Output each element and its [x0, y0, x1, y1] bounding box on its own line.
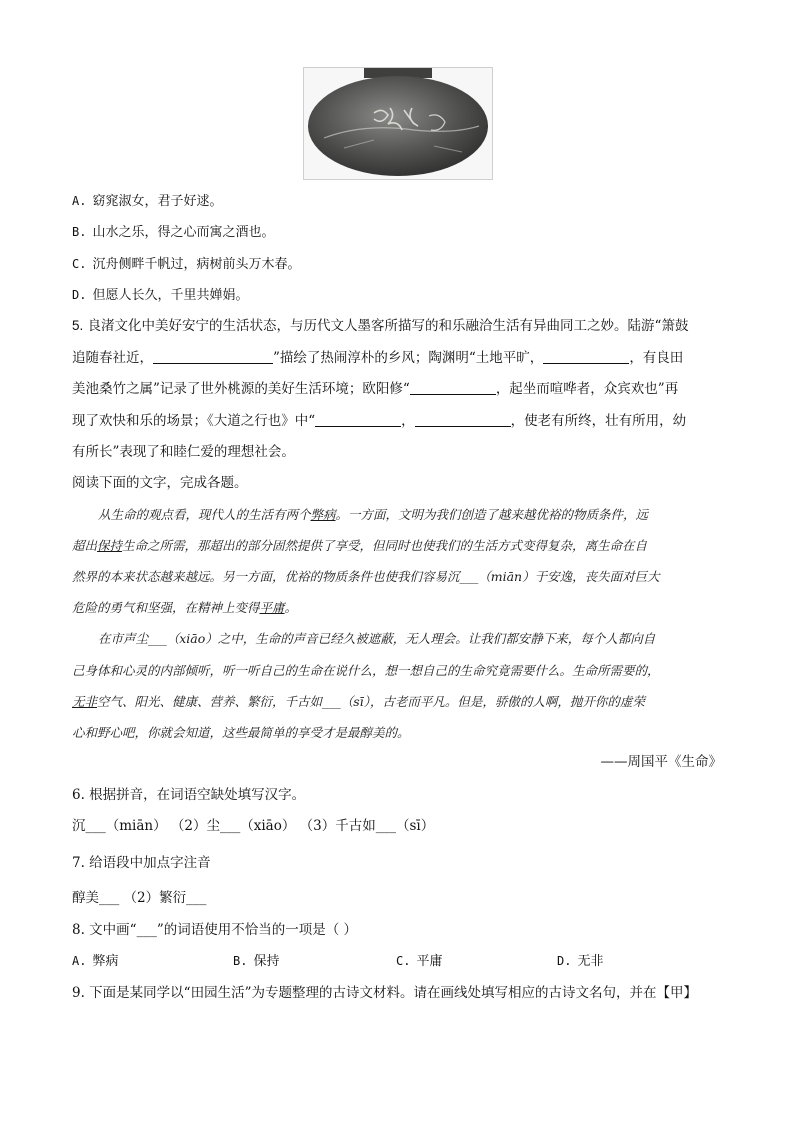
- answer-blank[interactable]: [315, 412, 401, 427]
- passage-p2-line-3: 无非空气、阳光、健康、营养、繁衍，千古如___（sī），古老而平凡。但是，骄傲的人啊，抛开你的虚荣: [72, 694, 645, 709]
- q7-stem: 7. 给语段中加点字注音: [72, 855, 211, 871]
- passage-p2-line-4: 心和野心吧，你就会知道，这些最简单的享受才是最醇美的。: [72, 725, 410, 740]
- reading-intro: 阅读下面的文字，完成各题。: [72, 475, 248, 491]
- passage-p1-line-2: 超出保持生命之所需，那超出的部分固然提供了享受，但同时也使我们的生活方式变得复杂，离生命在自: [72, 538, 648, 553]
- passage-p1-line-1: 从生命的观点看，现代人的生活有两个弊病。一方面，文明为我们创造了越来越优裕的物质条件，远: [98, 507, 649, 522]
- option-b: B. 山水之乐，得之心而寓之酒也。: [72, 225, 275, 240]
- q5-line-2: 追随春社近， ”描绘了热闹淳朴的乡风；陶渊明“土地平旷， ，有良田: [72, 350, 684, 366]
- passage-p1-line-3: 然界的本来状态越来越远。另一方面，优裕的物质条件也使我们容易沉___（miān）于安逸，丧失面对巨大: [72, 569, 660, 584]
- passage-p2-line-2: 己身体和心灵的内部倾听，听一听自己的生命在说什么，想一想自己的生命究竟需要什么。生命所需要的，: [72, 663, 660, 678]
- pottery-photo: [303, 67, 493, 180]
- q8-choice-d[interactable]: D. 无非: [557, 954, 604, 969]
- answer-blank[interactable]: [543, 349, 629, 364]
- q6-stem: 6. 根据拼音，在词语空缺处填写汉字。: [72, 787, 306, 803]
- q5-line-3: 美池桑竹之属”记录了世外桃源的美好生活环境；欧阳修“ ，起坐而喧哗者，众宾欢也”再: [72, 381, 679, 397]
- answer-blank[interactable]: [153, 349, 273, 364]
- passage-p2-line-1: 在市声尘___（xiāo）之中，生命的声音已经久被遮蔽，无人理会。让我们都安静下来，每个人都向自: [98, 631, 656, 646]
- q5-line-5: 有所长”表现了和睦仁爱的理想社会。: [72, 444, 295, 460]
- option-d: D. 但愿人长久，千里共婵娟。: [72, 288, 249, 303]
- q7-items: 醇美___ （2）繁衍___: [72, 890, 207, 906]
- passage-p1-line-4: 危险的勇气和坚强，在精神上变得平庸。: [72, 600, 298, 615]
- q6-items: 沉___（miān） （2）尘___（xiāo） （3）千古如___（sī）: [72, 818, 435, 834]
- answer-blank[interactable]: [415, 412, 511, 427]
- q5-line-4: 现了欢快和乐的场景；《大道之行也》中“ ， ，使老有所终，壮有所用，幼: [72, 413, 687, 429]
- q8-stem: 8. 文中画“___”的词语使用不恰当的一项是（ ）: [72, 922, 358, 938]
- q9-stem: 9. 下面是某同学以“田园生活”为专题整理的古诗文材料。请在画线处填写相应的古诗文名句，并在【甲】: [72, 985, 697, 1001]
- option-a: A. 窈窕淑女，君子好逑。: [72, 194, 223, 209]
- answer-blank[interactable]: [410, 380, 496, 395]
- option-c: C. 沉舟侧畔千帆过，病树前头万木春。: [72, 257, 301, 272]
- q5-line-1: 5. 良渚文化中美好安宁的生活状态，与历代文人墨客所描写的和乐融洽生活有异曲同工之妙。陆游“箫鼓: [72, 318, 689, 334]
- q8-choice-b[interactable]: B. 保持: [233, 954, 280, 969]
- passage-credit: ——周国平《生命》: [600, 754, 722, 770]
- q8-choice-a[interactable]: A. 弊病: [72, 954, 119, 969]
- q8-choice-c[interactable]: C. 平庸: [396, 954, 443, 969]
